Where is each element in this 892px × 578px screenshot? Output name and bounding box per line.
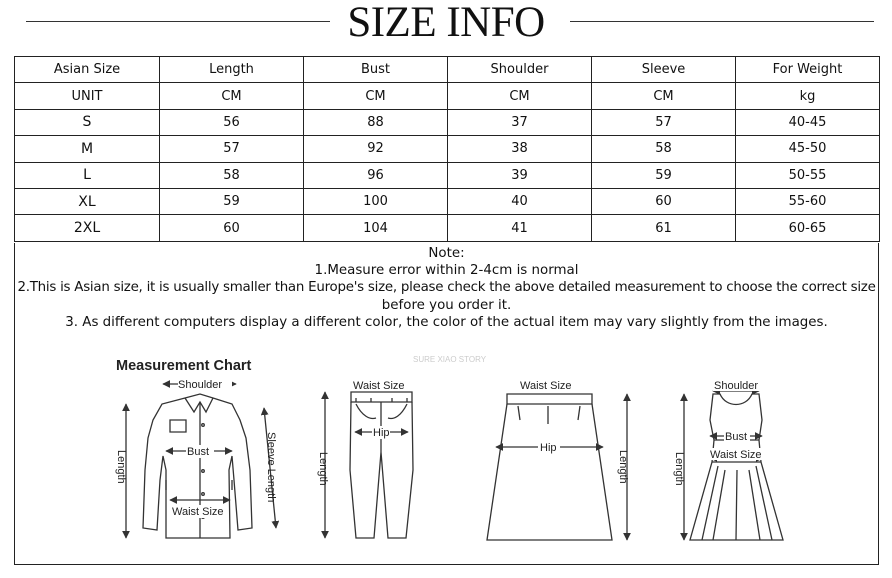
- table-cell: 39: [448, 162, 592, 188]
- dress-length-label: Length: [673, 452, 685, 486]
- table-cell: 60-65: [736, 215, 880, 241]
- table-cell: 41: [448, 215, 592, 241]
- table-cell: 96: [304, 162, 448, 188]
- table-cell: 88: [304, 109, 448, 135]
- pants-waist-label: Waist Size: [353, 380, 405, 392]
- table-cell: 100: [304, 188, 448, 214]
- dress-bust-label: Bust: [725, 431, 748, 443]
- table-cell: 57: [160, 136, 304, 162]
- table-cell: M: [15, 136, 160, 162]
- page-title: SIZE INFO: [347, 0, 545, 46]
- unit-cell: UNIT: [15, 83, 160, 109]
- table-cell: S: [15, 109, 160, 135]
- skirt-diagram: [487, 387, 627, 540]
- table-cell: 40-45: [736, 109, 880, 135]
- note-line-2-cont: before you order it.: [381, 297, 512, 313]
- shirt-length-label: Length: [115, 450, 127, 484]
- table-cell: 59: [592, 162, 736, 188]
- table-cell: 92: [304, 136, 448, 162]
- unit-cell: CM: [592, 83, 736, 109]
- header-cell: Bust: [304, 57, 448, 83]
- skirt-waist-label: Waist Size: [520, 380, 572, 392]
- shirt-sleeve-label: Sleeve Length: [265, 432, 277, 503]
- note-line-3: 3. As different computers display a different color, the color of the actual item may vary slightly from the images.: [65, 314, 828, 330]
- table-cell: 40: [448, 188, 592, 214]
- pants-hip-label: Hip: [373, 427, 390, 439]
- table-cell: XL: [15, 188, 160, 214]
- note-line-2: 2.This is Asian size, it is usually smaller than Europe's size, please check the above detailed measurement to choose the correct size: [17, 280, 876, 296]
- header-cell: Asian Size: [15, 57, 160, 83]
- table-cell: L: [15, 162, 160, 188]
- table-cell: 2XL: [15, 215, 160, 241]
- table-cell: 61: [592, 215, 736, 241]
- note-line-1: 1.Measure error within 2-4cm is normal: [314, 263, 579, 279]
- shirt-shoulder-label: Shoulder: [178, 379, 223, 391]
- table-cell: 56: [160, 109, 304, 135]
- skirt-length-label: Length: [617, 450, 629, 484]
- table-cell: 45-50: [736, 136, 880, 162]
- dress-waist-label: Waist Size: [710, 449, 762, 461]
- skirt-hip-label: Hip: [540, 442, 557, 454]
- unit-cell: CM: [304, 83, 448, 109]
- table-cell: 38: [448, 136, 592, 162]
- header-cell: For Weight: [736, 57, 880, 83]
- shirt-bust-label: Bust: [187, 446, 210, 458]
- skirt-labels: [519, 379, 629, 484]
- dress-diagram: [684, 391, 783, 540]
- unit-cell: CM: [160, 83, 304, 109]
- table-cell: 58: [592, 136, 736, 162]
- dress-shoulder-label: Shoulder: [714, 380, 759, 392]
- note-heading: Note:: [428, 246, 465, 261]
- header-cell: Shoulder: [448, 57, 592, 83]
- table-cell: 58: [160, 162, 304, 188]
- header-cell: Sleeve: [592, 57, 736, 83]
- table-cell: 60: [160, 215, 304, 241]
- header-cell: Length: [160, 57, 304, 83]
- table-cell: 55-60: [736, 188, 880, 214]
- shirt-waist-label: Waist Size: [172, 506, 224, 518]
- table-cell: 104: [304, 215, 448, 241]
- unit-cell: kg: [736, 83, 880, 109]
- table-cell: 57: [592, 109, 736, 135]
- watermark: SURE XIAO STORY: [413, 355, 487, 364]
- table-cell: 60: [592, 188, 736, 214]
- chart-title: Measurement Chart: [116, 358, 252, 374]
- table-cell: 37: [448, 109, 592, 135]
- shirt-labels: [115, 377, 277, 518]
- table-cell: 59: [160, 188, 304, 214]
- pants-length-label: Length: [317, 452, 329, 486]
- unit-cell: CM: [448, 83, 592, 109]
- table-cell: 50-55: [736, 162, 880, 188]
- pants-diagram: [325, 392, 413, 538]
